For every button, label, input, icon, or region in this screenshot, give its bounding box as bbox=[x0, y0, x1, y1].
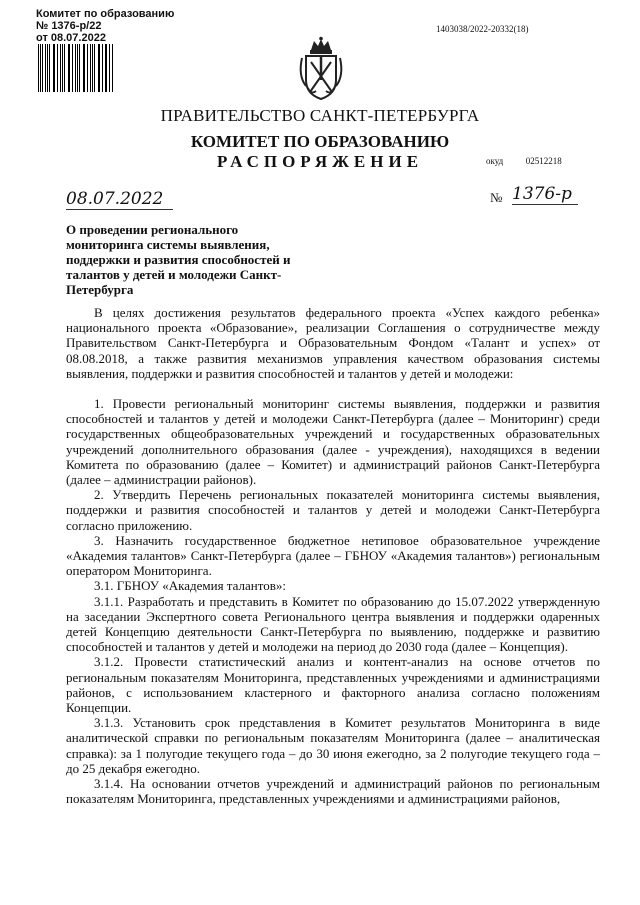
preamble-paragraph: В целях достижения результатов федерального проекта «Успех каждого ребенка» национального проекта «Образование», реализации Соглашения о сотрудничестве между Правительством Санкт-Петербурга и Образовательным Фондом «Талант и успех» от 08.08.2018, а также развития механизмов управления качеством образования системы выявления, поддержки и развития способностей и талантов у детей и молодежи: bbox=[66, 305, 600, 381]
barcode-bar bbox=[60, 44, 61, 92]
committee-title: КОМИТЕТ ПО ОБРАЗОВАНИЮ bbox=[190, 132, 450, 151]
clause-3-1: 3.1. ГБНОУ «Академия талантов»: bbox=[94, 578, 287, 594]
registration-stamp bbox=[36, 8, 174, 44]
stamp-line-committee: Комитет по образованию bbox=[36, 8, 175, 20]
clause-3-1-1: 3.1.1. Разработать и представить в Комитет по образованию до 15.07.2022 утвержденную на заседании Экспертного совета Регионального центра выявления и поддержки одаренных детей Концепцию деятельности Санкт-Петербурга по выявлению, поддержке и развитию способностей и талантов у детей и молодежи на период до 2030 года (далее – Концепция). bbox=[66, 593, 600, 655]
handwritten-date: 08.07.2022 bbox=[66, 189, 173, 210]
barcode-bar bbox=[99, 44, 100, 92]
clause-2: 2. Утвердить Перечень региональных показателей мониторинга системы выявления, поддержки и развития способностей и талантов у детей и молодежи Санкт-Петербурга согласно приложению. bbox=[66, 487, 600, 533]
barcode-bar bbox=[77, 44, 78, 92]
stamp-line-number: № 1376-р/22 bbox=[36, 20, 102, 32]
clause-3-1-3: 3.1.3. Установить срок представления в Комитет результатов Мониторинга в виде аналитической справки по региональным показателям Мониторинга (далее – аналитическая справка): за 1 полугодие текущего года – до 30 июня ежегодно, за 2 полугодие текущего года – до 25 декабря ежегодно. bbox=[66, 715, 600, 776]
barcode-bar bbox=[84, 44, 85, 92]
stamp-line-date: от 08.07.2022 bbox=[36, 32, 106, 44]
okud-label: окуд bbox=[486, 156, 504, 166]
okud-value: 02512218 bbox=[525, 156, 562, 166]
barcode-bar bbox=[90, 44, 91, 92]
barcode-bar bbox=[57, 44, 58, 92]
clause-3-1-4: 3.1.4. На основании отчетов учреждений и администраций районов по региональным показателям Мониторинга, представленных учреждениями и администрациями районов, bbox=[66, 776, 600, 807]
barcode-bar bbox=[68, 44, 69, 92]
clause-3: 3. Назначить государственное бюджетное нетиповое образовательное учреждение «Академия талантов» Санкт-Петербурга (далее – ГБНОУ «Академия талантов») региональным оператором Мониторинга. bbox=[66, 532, 600, 579]
barcode bbox=[38, 44, 114, 92]
barcode-bar bbox=[92, 44, 93, 92]
document-type: РАСПОРЯЖЕНИЕ bbox=[216, 152, 424, 171]
document-body bbox=[66, 305, 600, 807]
barcode-bar bbox=[106, 44, 107, 92]
number-label: № bbox=[490, 190, 503, 205]
okud-code bbox=[486, 156, 562, 166]
barcode-bar bbox=[38, 44, 39, 92]
barcode-bar bbox=[112, 44, 113, 92]
registration-number: 1403038/2022-20332(18) bbox=[436, 24, 529, 34]
clause-1: 1. Провести региональный мониторинг системы выявления, поддержки и развития способностей и талантов у детей и молодежи Санкт-Петербурга (далее – Мониторинг) среди государственных общеобразовательных учреждений и государственных образовательных учреждений дополнительного образования (далее - учреждения), находящихся в ведении Комитета по образованию (далее – Комитет) и администраций районов Санкт-Петербурга (далее – администрации районов). bbox=[66, 396, 600, 488]
document-subject: О проведении регионального мониторинга системы выявления, поддержки и развития способностей и талантов у детей и молодежи Санкт-Петербурга bbox=[66, 222, 291, 297]
barcode-bar bbox=[72, 44, 73, 92]
handwritten-number: 1376-р bbox=[512, 184, 578, 205]
clause-3-1-2: 3.1.2. Провести статистический анализ и контент-анализ на основе отчетов по региональным показателям Мониторинга, представленных учреждениями и администрациями районов, с использованием кластерного и факторного анализа согласно положениям Концепции. bbox=[66, 654, 600, 716]
coat-of-arms-icon bbox=[296, 36, 346, 102]
government-title: ПРАВИТЕЛЬСТВО САНКТ-ПЕТЕРБУРГА bbox=[160, 106, 480, 125]
barcode-bar bbox=[45, 44, 46, 92]
barcode-bar bbox=[49, 44, 50, 92]
